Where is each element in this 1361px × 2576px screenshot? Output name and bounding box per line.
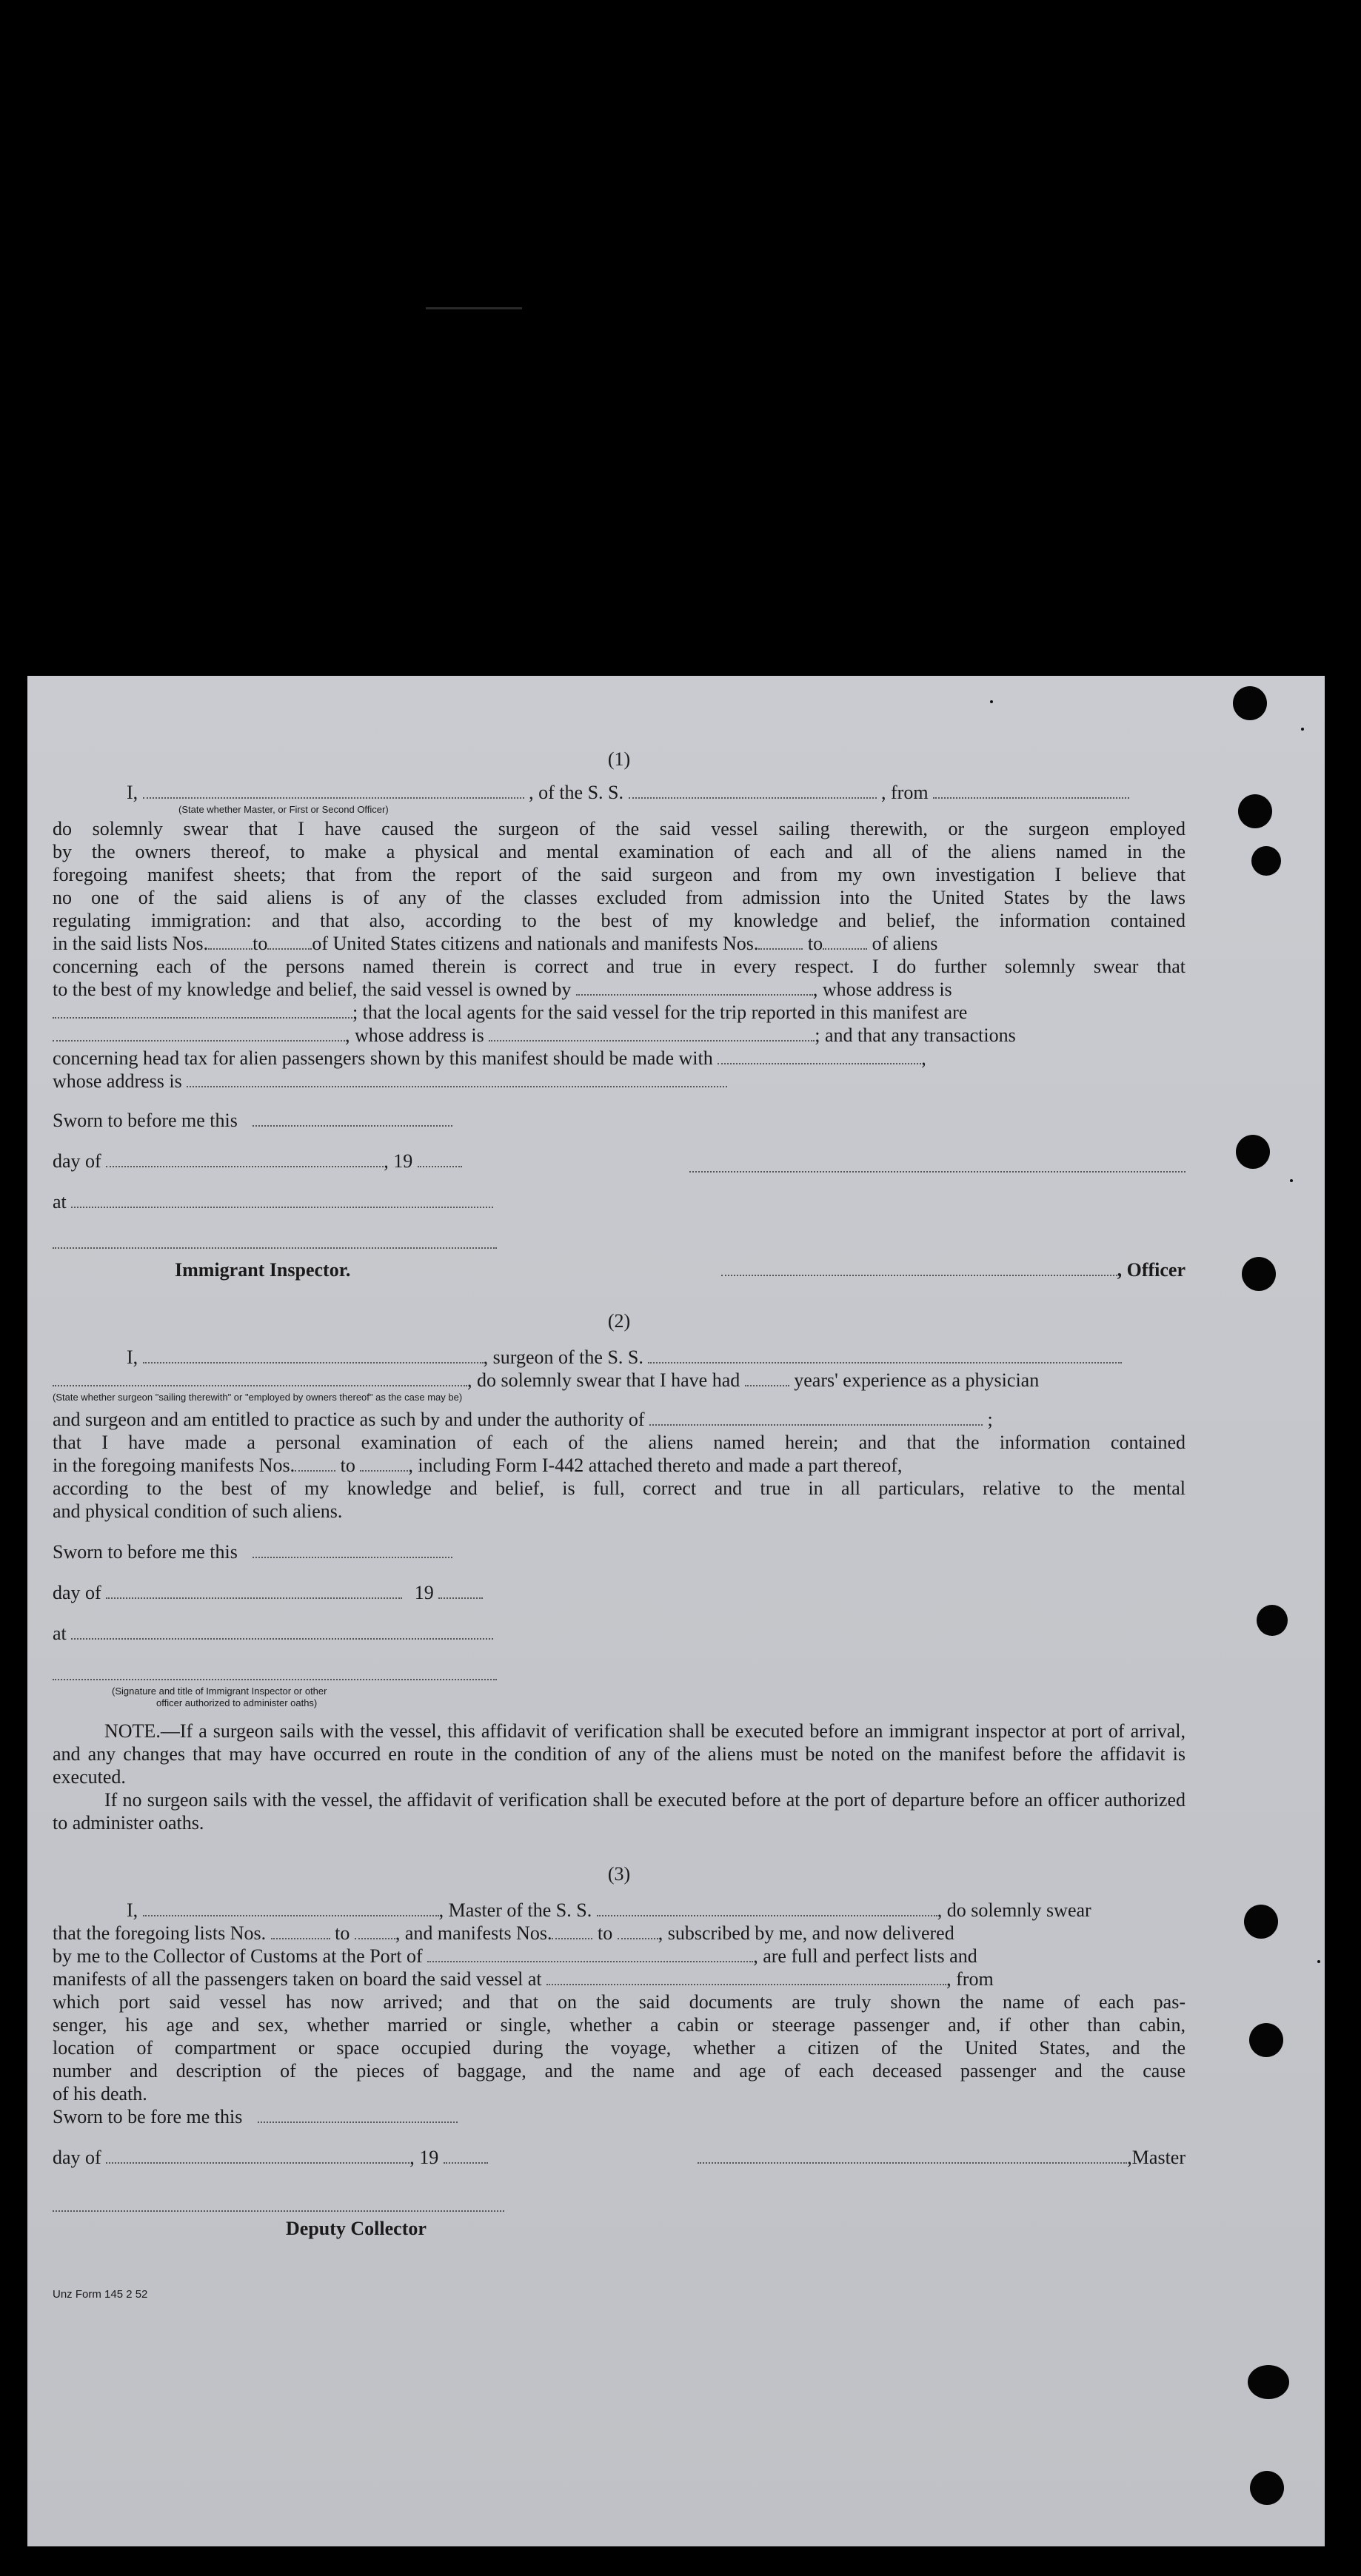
form-content: (1) I, , of the S. S. , from (State whether Master, or First or Second Officer) do solemnly swear that I have caused the surgeon of the said vessel sailing therewith, or the surgeon employed by the owners thereof, to make a physical and mental examination of each and all of the aliens named in the foregoing manifest sheets; that from the report of the said surgeon and from my own investigation I believe that no one of the said aliens is of any of the classes excluded from admission into the United States by the laws regulating immigration: and that also, according to the best of my knowledge and belief, the information contained in the said lists Nos. to of United States citizens and nationals and manifests Nos. to of aliens concerning each of the persons named therein is correct and true in every respect. I do further solemnly swear that to the best of my knowledge and belief, the said vessel is owned by , whose address is ; that the local agents for the said vessel for the trip reported in this manifest are , whose address is ; and that any transactions concerning head tax for alien passengers shown by this manifest should be made with , whose address is Sworn to before me this day of , 19 at Immigrant Inspector. , Officer (2) I, , surgeon of the S. S. , do solemnly swear that I have had years' experience as a physician (State whether surgeon "sailing therewith" or "employed by owners thereof" as the case may be) and surgeon and am entitled to practice as such by and under the authority of ; that I have made a personal examination of each of the aliens named herein; and that the information contained in the foregoing manifests Nos. to , including Form I-442 attached thereto and made a part thereof, according to the best of my knowledge and belief, is full, correct and true in all particulars, relative to the mental and physical condition of such aliens. Sworn to before me this day of 19 at (Signature and title of Immigrant Inspector or other officer authorized to administer oaths) NOTE.—If a surgeon sails with the vessel, this affidavit of verification shall be executed before an immigrant inspector at port of arrival, and any changes that may have occurred en route in the condition of any of the aliens must be noted on the manifest before the affidavit is executed. If no surgeon sails with the vessel, the affidavit of verification shall be executed before at the port of departure before an officer authorized to administer oaths. (3) I, , Master of the S. S. , do solemnly swear that the foregoing lists Nos. to , and manifests Nos. to , subscribed by me, and now delivered by me to the Collector of Customs at the Port of , are full and perfect lists and manifests of all the passengers taken on board the said vessel at , from which port said vessel has now arrived; and that on the said documents are truly shown the name of each pas- senger, his age and sex, whether married or single, whether a cabin or steerage passenger and, if other than cabin, location of compartment or space occupied during the voyage, whether a citizen of the United States, and the number and description of the pieces of baggage, and the name and age of each deceased passenger and the cause of his death. Sworn to be fore me this day of , 19 ,Master Deputy Collector Unz Form 145 2 52 xyxy=(53,740,1186,2306)
signature-caption-2a: (Signature and title of Immigrant Inspector or other xyxy=(112,1686,327,1697)
experience-line: , do solemnly swear that I have had years' experience as a physician xyxy=(53,1369,1186,1392)
surgeon-type-field[interactable] xyxy=(53,1369,467,1386)
at-field[interactable] xyxy=(71,1190,493,1208)
master-line: I, , of the S. S. , from xyxy=(53,781,1186,804)
form-number: Unz Form 145 2 52 xyxy=(53,2288,148,2301)
note-block: NOTE.—If a surgeon sails with the vessel, this affidavit of verification shall be executed before an immigrant inspector at port of arrival, and any changes that may have occurred en route in the condition of any of the aliens must be noted on the manifest before the affidavit is executed. If no surgeon sails with the vessel, the affidavit of verification shall be executed before at the port of departure before an officer authorized to administer oaths. xyxy=(53,1720,1186,1834)
authority-field[interactable] xyxy=(649,1408,983,1426)
year-field[interactable] xyxy=(418,1150,462,1167)
sworn-line-1: Sworn to before me this xyxy=(53,1109,1186,1132)
at-line-2: at xyxy=(53,1622,1186,1645)
master-subcaption: (State whether Master, or First or Second Officer) xyxy=(178,804,389,815)
speck xyxy=(1301,728,1304,731)
agents-address-line: , whose address is ; and that any transactions xyxy=(53,1024,1186,1047)
punch-hole xyxy=(1251,846,1281,876)
years-field[interactable] xyxy=(745,1369,789,1386)
punch-hole xyxy=(1250,2471,1284,2505)
year-field-3[interactable] xyxy=(444,2146,488,2164)
sworn-line-3: Sworn to be fore me this xyxy=(53,2105,1186,2128)
headtax-line: concerning head tax for alien passengers shown by this manifest should be made with , xyxy=(53,1047,926,1069)
sworn-field[interactable] xyxy=(253,1109,452,1127)
punch-hole xyxy=(1242,1257,1276,1291)
section-number-1: (1) xyxy=(607,748,631,770)
surgeon-subcaption: (State whether surgeon "sailing therewith" or "employed by owners thereof" as the case may be) xyxy=(53,1392,463,1403)
day-field-3[interactable] xyxy=(106,2146,409,2164)
master-line-3: I, , Master of the S. S. , do solemnly swear xyxy=(127,1899,1091,1921)
officer-field[interactable] xyxy=(721,1258,1117,1276)
surgeon-line: I, , surgeon of the S. S. xyxy=(53,1346,1186,1369)
master-vessel-field[interactable] xyxy=(597,1899,937,1916)
immigrant-inspector-label: Immigrant Inspector. xyxy=(175,1259,351,1281)
sworn-line-2: Sworn to before me this xyxy=(53,1540,1186,1563)
port-field-3[interactable] xyxy=(427,1945,753,1962)
inspector-signature-field[interactable] xyxy=(53,1231,497,1249)
officer-signature-field[interactable] xyxy=(689,1155,1186,1173)
day-field-2[interactable] xyxy=(106,1581,402,1599)
day-line-3: day of , 19 ,Master xyxy=(53,2147,1186,2168)
owned-line: to the best of my knowledge and belief, the said vessel is owned by , whose address is xyxy=(53,979,952,1000)
punch-hole xyxy=(1233,686,1267,720)
speck xyxy=(1317,1960,1320,1963)
headtax-address-line: whose address is xyxy=(53,1070,1186,1093)
surgeon-name-field[interactable] xyxy=(143,1346,484,1364)
headtax-field[interactable] xyxy=(718,1047,921,1064)
punch-hole xyxy=(1257,1605,1288,1636)
section-number-2: (2) xyxy=(607,1310,631,1332)
name-field[interactable] xyxy=(143,781,524,799)
owner-field[interactable] xyxy=(576,978,813,996)
year-field-2[interactable] xyxy=(438,1581,483,1599)
punch-hole xyxy=(1248,2365,1289,2399)
signature-field-2[interactable] xyxy=(53,1663,497,1680)
vessel-field[interactable] xyxy=(629,781,877,799)
owner-address-field[interactable] xyxy=(53,1001,352,1019)
headtax-address-field[interactable] xyxy=(187,1070,727,1087)
from-field[interactable] xyxy=(933,781,1129,799)
manifests-from-field-3[interactable] xyxy=(552,1922,592,1939)
authority-line: and surgeon and am entitled to practice as such by and under the authority of ; xyxy=(53,1409,993,1430)
section3-body: which port said vessel has now arrived; and that on the said documents are truly shown the name of each pas- senger, his age and sex, whether married or single, whether a cabin or steerage passenger and, if other than cabin, location of compartment or space occupied during the voyage, whether a citizen of the United States, and the number and description of the pieces of baggage, and the name and age of each deceased passenger and the cause of his death. xyxy=(53,1991,1186,2104)
agents-address-field[interactable] xyxy=(489,1024,815,1042)
manifest-line: in the foregoing manifests Nos. to , including Form I-442 attached thereto and made a part thereof, xyxy=(53,1455,903,1476)
speck xyxy=(1290,1179,1293,1182)
manifest-from-field[interactable] xyxy=(758,932,803,950)
at-line-1: at xyxy=(53,1190,1186,1213)
sworn-field-3[interactable] xyxy=(258,2105,458,2123)
manifest-nos-to-field[interactable] xyxy=(360,1454,408,1472)
punch-hole xyxy=(1244,1905,1278,1939)
deputy-collector-label: Deputy Collector xyxy=(286,2218,427,2239)
signature-caption-2b: officer authorized to administer oaths) xyxy=(156,1697,318,1708)
lists-line-3: that the foregoing lists Nos. to , and manifests Nos. to , subscribed by me, and now delivered xyxy=(53,1922,954,1944)
section-number-3: (3) xyxy=(607,1863,631,1885)
punch-hole xyxy=(1238,794,1272,828)
manifests-to-field-3[interactable] xyxy=(618,1922,658,1939)
speck xyxy=(990,700,993,703)
signature-captions-1: Immigrant Inspector. , Officer xyxy=(53,1258,1186,1281)
section1-body: do solemnly swear that I have caused the surgeon of the said vessel sailing therewith, or the surgeon employed by the owners thereof, to make a physical and mental examination of each and all of the aliens named in the foregoing manifest sheets; that from the report of the said surgeon and from my own investigation I believe that no one of the said aliens is of any of the classes excluded from admission into the United States by the laws regulating immigration: and that also, according to the best of my knowledge and belief, the information contained xyxy=(53,818,1186,931)
agents-field[interactable] xyxy=(53,1024,345,1042)
lists-from-field-3[interactable] xyxy=(271,1922,330,1939)
collector-signature-field[interactable] xyxy=(53,2194,504,2212)
day-field[interactable] xyxy=(106,1150,384,1167)
surgeon-vessel-field[interactable] xyxy=(648,1346,1122,1364)
agents-line: ; that the local agents for the said vessel for the trip reported in this manifest are xyxy=(53,1001,1186,1024)
vessel-at-line-3: manifests of all the passengers taken on board the said vessel at , from xyxy=(53,1968,994,1990)
master-name-field[interactable] xyxy=(143,1899,439,1916)
day-line-2: day of 19 xyxy=(53,1581,1186,1604)
list-to-field[interactable] xyxy=(267,932,312,950)
punch-hole xyxy=(1249,2023,1283,2057)
manifest-to-field[interactable] xyxy=(823,932,867,950)
day-line-1: day of , 19 xyxy=(53,1150,1186,1173)
vessel-at-field-3[interactable] xyxy=(546,1968,946,1985)
lists-to-field-3[interactable] xyxy=(355,1922,395,1939)
list-from-field[interactable] xyxy=(208,932,253,950)
punch-hole xyxy=(1236,1135,1270,1169)
lists-line: in the said lists Nos. to of United States citizens and nationals and manifests Nos. to of aliens xyxy=(53,933,938,954)
manifest-nos-from-field[interactable] xyxy=(295,1454,335,1472)
port-line-3: by me to the Collector of Customs at the Port of , are full and perfect lists and xyxy=(53,1945,977,1967)
master-signature-field[interactable] xyxy=(698,2146,1127,2164)
at-field-2[interactable] xyxy=(71,1622,493,1640)
scan-artifact xyxy=(426,307,522,309)
sworn-field-2[interactable] xyxy=(253,1540,452,1558)
